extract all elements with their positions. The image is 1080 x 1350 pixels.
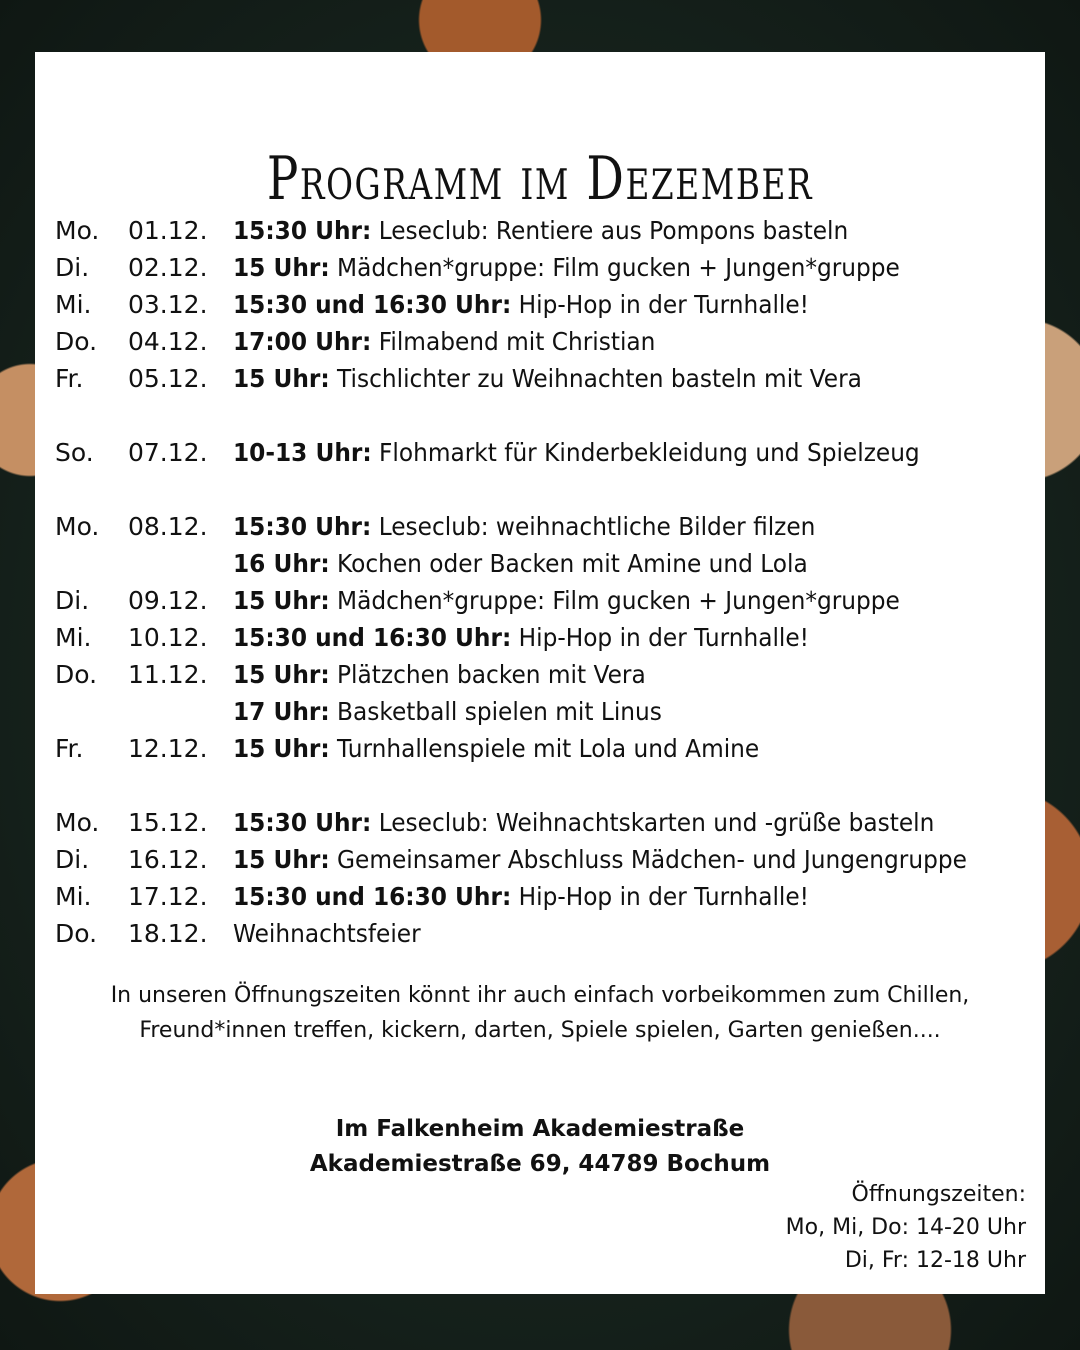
schedule-time: 17:00 Uhr:: [233, 327, 372, 356]
schedule-day: Di.: [55, 845, 90, 874]
schedule-entry: [233, 212, 848, 249]
schedule-entry: [233, 841, 967, 878]
schedule-time: 15:30 Uhr:: [233, 512, 372, 541]
schedule-date: 11.12.: [128, 660, 208, 689]
schedule-entry: [233, 360, 862, 397]
schedule-row: [55, 656, 1035, 693]
schedule-row: [55, 212, 1035, 249]
schedule-day: So.: [55, 438, 94, 467]
schedule-entry: [233, 286, 809, 323]
schedule-time: 15:30 und 16:30 Uhr:: [233, 290, 512, 319]
schedule-activity: Leseclub: Rentiere aus Pompons basteln: [371, 216, 849, 245]
schedule-activity: Plätzchen backen mit Vera: [329, 660, 646, 689]
schedule-time: 15:30 und 16:30 Uhr:: [233, 623, 512, 652]
schedule-date: 15.12.: [128, 808, 208, 837]
schedule-row: [55, 841, 1035, 878]
schedule-time: 10-13 Uhr:: [233, 438, 372, 467]
schedule-row: [55, 434, 1035, 471]
schedule-day: Fr.: [55, 734, 84, 763]
schedule-row: [55, 730, 1035, 767]
schedule-date: 09.12.: [128, 586, 208, 615]
schedule-row: [55, 323, 1035, 360]
schedule-time: 15 Uhr:: [233, 586, 330, 615]
schedule-day: Do.: [55, 327, 98, 356]
schedule-date: 03.12.: [128, 290, 208, 319]
schedule-row: [55, 286, 1035, 323]
schedule-date: 08.12.: [128, 512, 208, 541]
schedule-activity: Hip-Hop in der Turnhalle!: [511, 623, 810, 652]
schedule-date: 02.12.: [128, 253, 208, 282]
schedule-entry: [233, 545, 808, 582]
schedule-day: Mi.: [55, 290, 92, 319]
schedule-entry: [233, 508, 815, 545]
schedule-day: Mi.: [55, 623, 92, 652]
hours-line-1: Mo, Mi, Do: 14-20 Uhr: [785, 1215, 1026, 1240]
schedule-time: 15 Uhr:: [233, 734, 330, 763]
schedule-date: 17.12.: [128, 882, 208, 911]
schedule-date: 12.12.: [128, 734, 208, 763]
schedule-entry: [233, 730, 759, 767]
schedule-entry: [233, 693, 662, 730]
schedule-row: [55, 545, 1035, 582]
schedule-entry: [233, 656, 646, 693]
hours-line-2: Di, Fr: 12-18 Uhr: [844, 1248, 1026, 1273]
schedule-time: 15:30 Uhr:: [233, 808, 372, 837]
schedule-activity: Kochen oder Backen mit Amine und Lola: [329, 549, 808, 578]
schedule-day: Fr.: [55, 364, 84, 393]
schedule-date: 10.12.: [128, 623, 208, 652]
schedule-entry: [233, 582, 900, 619]
schedule-day: Do.: [55, 660, 98, 689]
schedule-activity: Gemeinsamer Abschluss Mädchen- und Jungengruppe: [329, 845, 967, 874]
schedule-row: [55, 249, 1035, 286]
schedule-day: Do.: [55, 919, 98, 948]
schedule-entry: [233, 915, 421, 952]
info-note: In unseren Öffnungszeiten könnt ihr auch einfach vorbeikommen zum Chillen, Freund*innen treffen, kickern, darten, Spiele spielen, Garten genießen....: [110, 983, 970, 1043]
opening-hours: [786, 1178, 1026, 1277]
schedule-date: 16.12.: [128, 845, 208, 874]
address-line-1: Im Falkenheim Akademiestraße: [335, 1116, 745, 1142]
schedule-row: [55, 915, 1035, 952]
schedule-spacer: [55, 767, 1035, 804]
flyer-card: [35, 52, 1045, 1294]
schedule-activity: Mädchen*gruppe: Film gucken + Jungen*gruppe: [329, 253, 900, 282]
schedule-row: [55, 582, 1035, 619]
schedule-activity: Hip-Hop in der Turnhalle!: [511, 290, 810, 319]
schedule-activity: Hip-Hop in der Turnhalle!: [511, 882, 810, 911]
schedule-activity: Tischlichter zu Weihnachten basteln mit Vera: [329, 364, 862, 393]
schedule-activity: Mädchen*gruppe: Film gucken + Jungen*gruppe: [329, 586, 900, 615]
schedule-time: 15 Uhr:: [233, 660, 330, 689]
schedule-date: 05.12.: [128, 364, 208, 393]
schedule-date: 07.12.: [128, 438, 208, 467]
schedule-activity: Basketball spielen mit Linus: [329, 697, 662, 726]
schedule-time: 17 Uhr:: [233, 697, 330, 726]
address-block: [35, 1112, 1045, 1182]
address-line-2: Akademiestraße 69, 44789 Bochum: [309, 1151, 771, 1177]
schedule-time: 16 Uhr:: [233, 549, 330, 578]
schedule-row: [55, 878, 1035, 915]
schedule-activity: Weihnachtsfeier: [233, 919, 421, 948]
schedule-activity: Flohmarkt für Kinderbekleidung und Spielzeug: [371, 438, 920, 467]
schedule-list: [55, 212, 1035, 952]
schedule-row: [55, 693, 1035, 730]
schedule-date: 04.12.: [128, 327, 208, 356]
schedule-entry: [233, 619, 809, 656]
schedule-activity: Leseclub: weihnachtliche Bilder filzen: [371, 512, 816, 541]
schedule-activity: Filmabend mit Christian: [371, 327, 656, 356]
schedule-row: [55, 804, 1035, 841]
schedule-spacer: [55, 471, 1035, 508]
schedule-entry: [233, 878, 809, 915]
schedule-spacer: [55, 397, 1035, 434]
schedule-time: 15 Uhr:: [233, 845, 330, 874]
schedule-entry: [233, 249, 900, 286]
schedule-row: [55, 619, 1035, 656]
schedule-time: 15:30 und 16:30 Uhr:: [233, 882, 512, 911]
schedule-time: 15 Uhr:: [233, 253, 330, 282]
schedule-row: [55, 360, 1035, 397]
schedule-day: Di.: [55, 586, 90, 615]
schedule-activity: Leseclub: Weihnachtskarten und -grüße basteln: [371, 808, 935, 837]
schedule-entry: [233, 804, 934, 841]
schedule-entry: [233, 434, 920, 471]
schedule-activity: Turnhallenspiele mit Lola und Amine: [329, 734, 760, 763]
schedule-time: 15:30 Uhr:: [233, 216, 372, 245]
hours-heading: Öffnungszeiten:: [851, 1182, 1026, 1207]
page-title: Programm im Dezember: [266, 144, 814, 214]
schedule-day: Mo.: [55, 808, 100, 837]
schedule-day: Mi.: [55, 882, 92, 911]
schedule-day: Mo.: [55, 512, 100, 541]
schedule-time: 15 Uhr:: [233, 364, 330, 393]
schedule-date: 01.12.: [128, 216, 208, 245]
schedule-day: Di.: [55, 253, 90, 282]
schedule-date: 18.12.: [128, 919, 208, 948]
schedule-day: Mo.: [55, 216, 100, 245]
schedule-entry: [233, 323, 655, 360]
schedule-row: [55, 508, 1035, 545]
